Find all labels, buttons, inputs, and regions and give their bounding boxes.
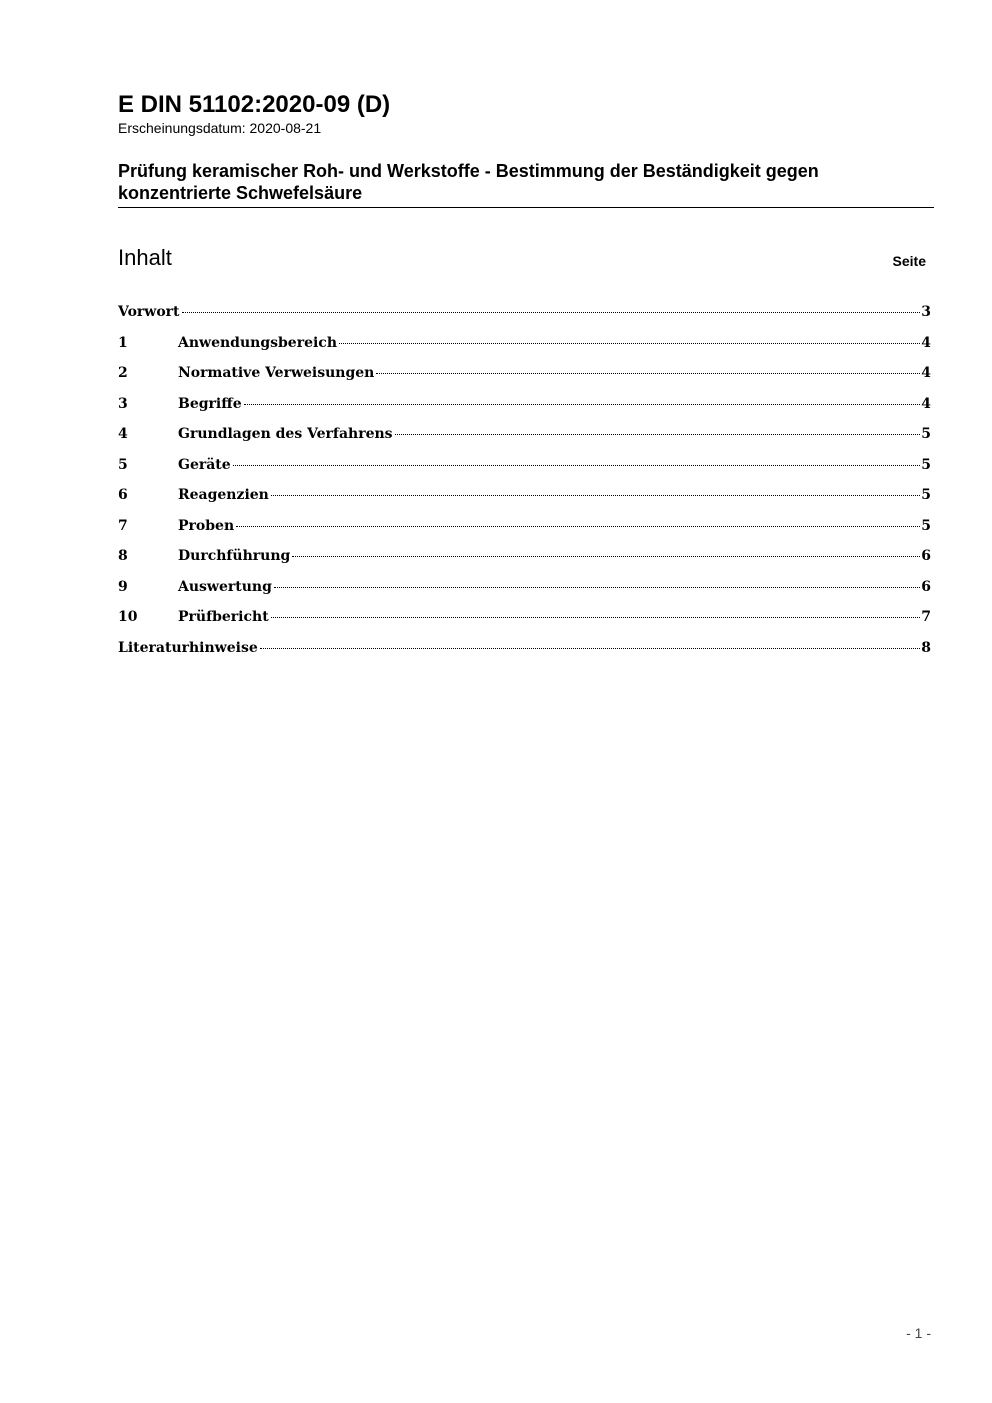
toc-entry-title: Literaturhinweise bbox=[118, 639, 258, 656]
toc-entry-pruefbericht[interactable] bbox=[118, 607, 931, 638]
toc-entry-number: 1 bbox=[118, 334, 128, 351]
toc-leader-dots bbox=[182, 312, 921, 313]
toc-entry-proben[interactable] bbox=[118, 516, 931, 547]
toc-entry-grundlagen[interactable] bbox=[118, 424, 931, 455]
toc-leader-dots bbox=[376, 373, 920, 374]
toc-entry-reagenzien[interactable] bbox=[118, 485, 931, 516]
toc-entry-number: 7 bbox=[118, 517, 128, 534]
toc-entry-page: 4 bbox=[921, 334, 931, 351]
toc-entry-number: 6 bbox=[118, 487, 128, 503]
toc-entry-page: 6 bbox=[921, 548, 931, 564]
toc-entry-page: 3 bbox=[921, 304, 931, 320]
toc-entry-title: Durchführung bbox=[178, 548, 291, 564]
toc-entry-anwendungsbereich[interactable] bbox=[118, 333, 931, 364]
toc-entry-title: Normative Verweisungen bbox=[178, 365, 375, 381]
toc-leader-dots bbox=[339, 343, 920, 344]
toc-entry-title: Geräte bbox=[178, 456, 231, 473]
toc-leader-dots bbox=[271, 617, 921, 618]
toc-entry-page: 6 bbox=[921, 578, 931, 595]
toc-entry-page: 5 bbox=[921, 426, 931, 442]
toc-entry-number: 2 bbox=[118, 365, 128, 381]
toc-leader-dots bbox=[260, 648, 921, 649]
toc-page-label: Seite bbox=[892, 253, 926, 269]
toc-entry-title: Begriffe bbox=[178, 395, 242, 412]
toc-entry-number: 3 bbox=[118, 395, 128, 412]
toc-entry-auswertung[interactable] bbox=[118, 577, 931, 608]
toc-leader-dots bbox=[233, 465, 921, 466]
toc-entry-vorwort[interactable] bbox=[118, 302, 931, 333]
toc-entry-title: Vorwort bbox=[118, 304, 180, 320]
toc-entry-normative-verweisungen[interactable] bbox=[118, 363, 931, 394]
toc-entry-durchfuehrung[interactable] bbox=[118, 546, 931, 577]
page-number: - 1 - bbox=[906, 1325, 931, 1341]
toc-entry-number: 5 bbox=[118, 456, 128, 473]
document-title: Prüfung keramischer Roh- und Werkstoffe - Bestimmung der Beständigkeit gegen konzentrierte Schwefelsäure bbox=[118, 160, 934, 208]
document-number: E DIN 51102:2020-09 (D) bbox=[118, 91, 391, 118]
toc-entry-begriffe[interactable] bbox=[118, 394, 931, 425]
toc-entry-page: 7 bbox=[921, 609, 931, 625]
toc-entry-title: Auswertung bbox=[178, 578, 272, 595]
toc-entry-title: Anwendungsbereich bbox=[178, 334, 337, 351]
toc-entry-title: Reagenzien bbox=[178, 487, 269, 503]
table-of-contents bbox=[118, 302, 931, 668]
document-header bbox=[118, 90, 934, 208]
toc-leader-dots bbox=[236, 526, 920, 527]
toc-entry-page: 5 bbox=[921, 487, 931, 503]
toc-entry-page: 8 bbox=[921, 639, 931, 656]
toc-entry-title: Grundlagen des Verfahrens bbox=[178, 426, 393, 442]
toc-entry-number: 10 bbox=[118, 609, 138, 625]
toc-entry-literaturhinweise[interactable] bbox=[118, 638, 931, 669]
toc-leader-dots bbox=[271, 495, 920, 496]
toc-entry-number: 4 bbox=[118, 426, 128, 442]
toc-heading: Inhalt bbox=[118, 245, 172, 270]
toc-entry-title: Proben bbox=[178, 517, 235, 534]
toc-entry-title: Prüfbericht bbox=[178, 609, 269, 625]
toc-entry-page: 5 bbox=[921, 517, 931, 534]
toc-entry-page: 4 bbox=[921, 365, 931, 381]
toc-heading-row bbox=[118, 244, 926, 272]
toc-entry-page: 4 bbox=[921, 395, 931, 412]
publication-date: Erscheinungsdatum: 2020-08-21 bbox=[118, 120, 322, 136]
toc-entry-number: 8 bbox=[118, 548, 128, 564]
toc-leader-dots bbox=[292, 556, 920, 557]
toc-leader-dots bbox=[244, 404, 921, 405]
toc-entry-page: 5 bbox=[921, 456, 931, 473]
toc-entry-geraete[interactable] bbox=[118, 455, 931, 486]
toc-leader-dots bbox=[395, 434, 921, 435]
toc-entry-number: 9 bbox=[118, 578, 128, 595]
toc-leader-dots bbox=[274, 587, 920, 588]
